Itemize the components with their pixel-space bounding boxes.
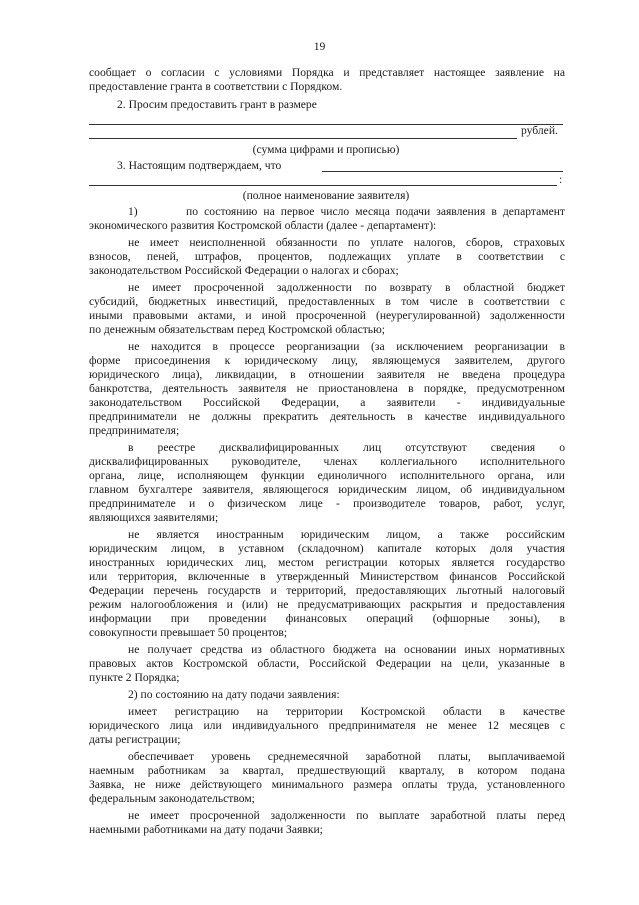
body-line: юридическим лицом, в уставном (складочном) капитале которых доля участия (89, 542, 565, 555)
body-line: даты регистрации; (89, 733, 181, 746)
intro-line-2: предоставление гранта в соответствии с Порядком. (89, 80, 343, 93)
amount-rule-2 (89, 138, 517, 139)
body-line: не имеет просроченной задолженности по возврату в областной бюджет (128, 281, 565, 294)
body-line: или территория, включенные в утвержденный Министерством финансов Российской (89, 570, 565, 583)
body-line: иными правовыми актами, и иной просроченной (неурегулированной) задолженности (89, 309, 565, 322)
body-line: главном бухгалтере заявителя, являющегося юридическим лицом, об индивидуальном (89, 483, 565, 496)
body-line: 1) по состоянию на первое число месяца подачи заявления в департамент (128, 205, 565, 218)
body-line: правовых актов Костромской области, Российской Федерации на цели, указанные в (89, 657, 565, 670)
section3-line: 3. Настоящим подтверждаем, что (117, 159, 282, 172)
body-line: субсидий, бюджетных инвестиций, предоставленных в том числе в соответствии с (89, 295, 565, 308)
body-line: предприниматели не должны прекратить деятельность в качестве индивидуального (89, 410, 565, 423)
body-line: не имеет просроченной задолженности по выплате заработной платы перед (128, 809, 565, 822)
body-line: информации при проведении финансовых операций (офшорные зоны), в (89, 612, 565, 625)
body-line: взносов, пеней, штрафов, процентов, подлежащих уплате в соответствии с (89, 250, 565, 263)
body-line: режим налогообложения и (или) не предусматривающих раскрытия и предоставления (89, 598, 565, 611)
body-line: юридического лица или индивидуального предпринимателя не менее 12 месяцев с (89, 719, 565, 732)
body-line: федеральным законодательством; (89, 792, 255, 805)
body-line: иностранных юридических лиц, местом регистрации которых является государство (89, 556, 565, 569)
currency-label: рублей. (521, 124, 558, 137)
body-line: являющихся заявителями; (89, 511, 219, 524)
body-line: органа, лице, исполняющем функции единоличного исполнительного органа, или (89, 469, 565, 482)
body-line: обеспечивает уровень среднемесячной заработной платы, выплачиваемой (128, 750, 565, 763)
page-number: 19 (313, 40, 326, 53)
intro-line-1: сообщает о согласии с условиями Порядка и представляет настоящее заявление на (89, 66, 565, 79)
section3-colon: : (559, 173, 563, 186)
body-line: законодательством Российской Федерации, а заявители - индивидуальные (89, 396, 565, 409)
body-line: Заявка, не ниже действующего минимального размера оплаты труда, установленного (89, 778, 565, 791)
applicant-rule-2 (89, 185, 557, 186)
body-line: не имеет неисполненной обязанности по уплате налогов, сборов, страховых (128, 236, 565, 249)
body-line: по денежным обязательствам перед Костромской областью; (89, 323, 385, 336)
body-line: банкротства, деятельность заявителя не приостановлена в порядке, предусмотренном (89, 382, 565, 395)
body-line: не получает средства из областного бюджета на основании иных нормативных (128, 643, 565, 656)
amount-rule-1 (89, 124, 563, 125)
body-line: не является иностранным юридическим лицом, а также российским (128, 528, 565, 541)
body-line: совокупности превышает 50 процентов; (89, 626, 288, 639)
body-line: наемными работниками на дату подачи Заявки; (89, 823, 323, 836)
body-line: дисквалифицированных руководителе, членах коллегиального исполнительного (89, 455, 565, 468)
body-line: юридического лица), ликвидации, в отношении заявителя не введена процедура (89, 368, 565, 381)
amount-caption: (сумма цифрами и прописью) (252, 143, 400, 156)
body-line: предпринимателе и о физическом лице - производителе товаров, работ, услуг, (89, 497, 565, 510)
body-line: наемным работникам за квартал, предшествующий кварталу, в котором подана (89, 764, 565, 777)
applicant-rule-1 (322, 171, 563, 172)
body-line: 2) по состоянию на дату подачи заявления: (128, 688, 340, 701)
body-line: имеет регистрацию на территории Костромской области в качестве (128, 705, 565, 718)
body-line: форме присоединения к юридическому лицу, являющемуся заявителем, другого (89, 354, 565, 367)
applicant-caption: (полное наименование заявителя) (242, 189, 410, 202)
body-line: Федерации перечень государств и территорий, предоставляющих льготный налоговый (89, 584, 565, 597)
body-line: предпринимателя; (89, 424, 180, 437)
body-line: экономического развития Костромской области (далее - департамент): (89, 219, 437, 232)
body-line: не находится в процессе реорганизации (за исключением реорганизации в (128, 340, 565, 353)
section2-line: 2. Просим предоставить грант в размере (117, 98, 317, 111)
body-line: пункте 2 Порядка; (89, 671, 180, 684)
body-line: в реестре дисквалифицированных лиц отсутствуют сведения о (128, 441, 565, 454)
body-line: законодательством Российской Федерации о налогах и сборах; (89, 264, 399, 277)
